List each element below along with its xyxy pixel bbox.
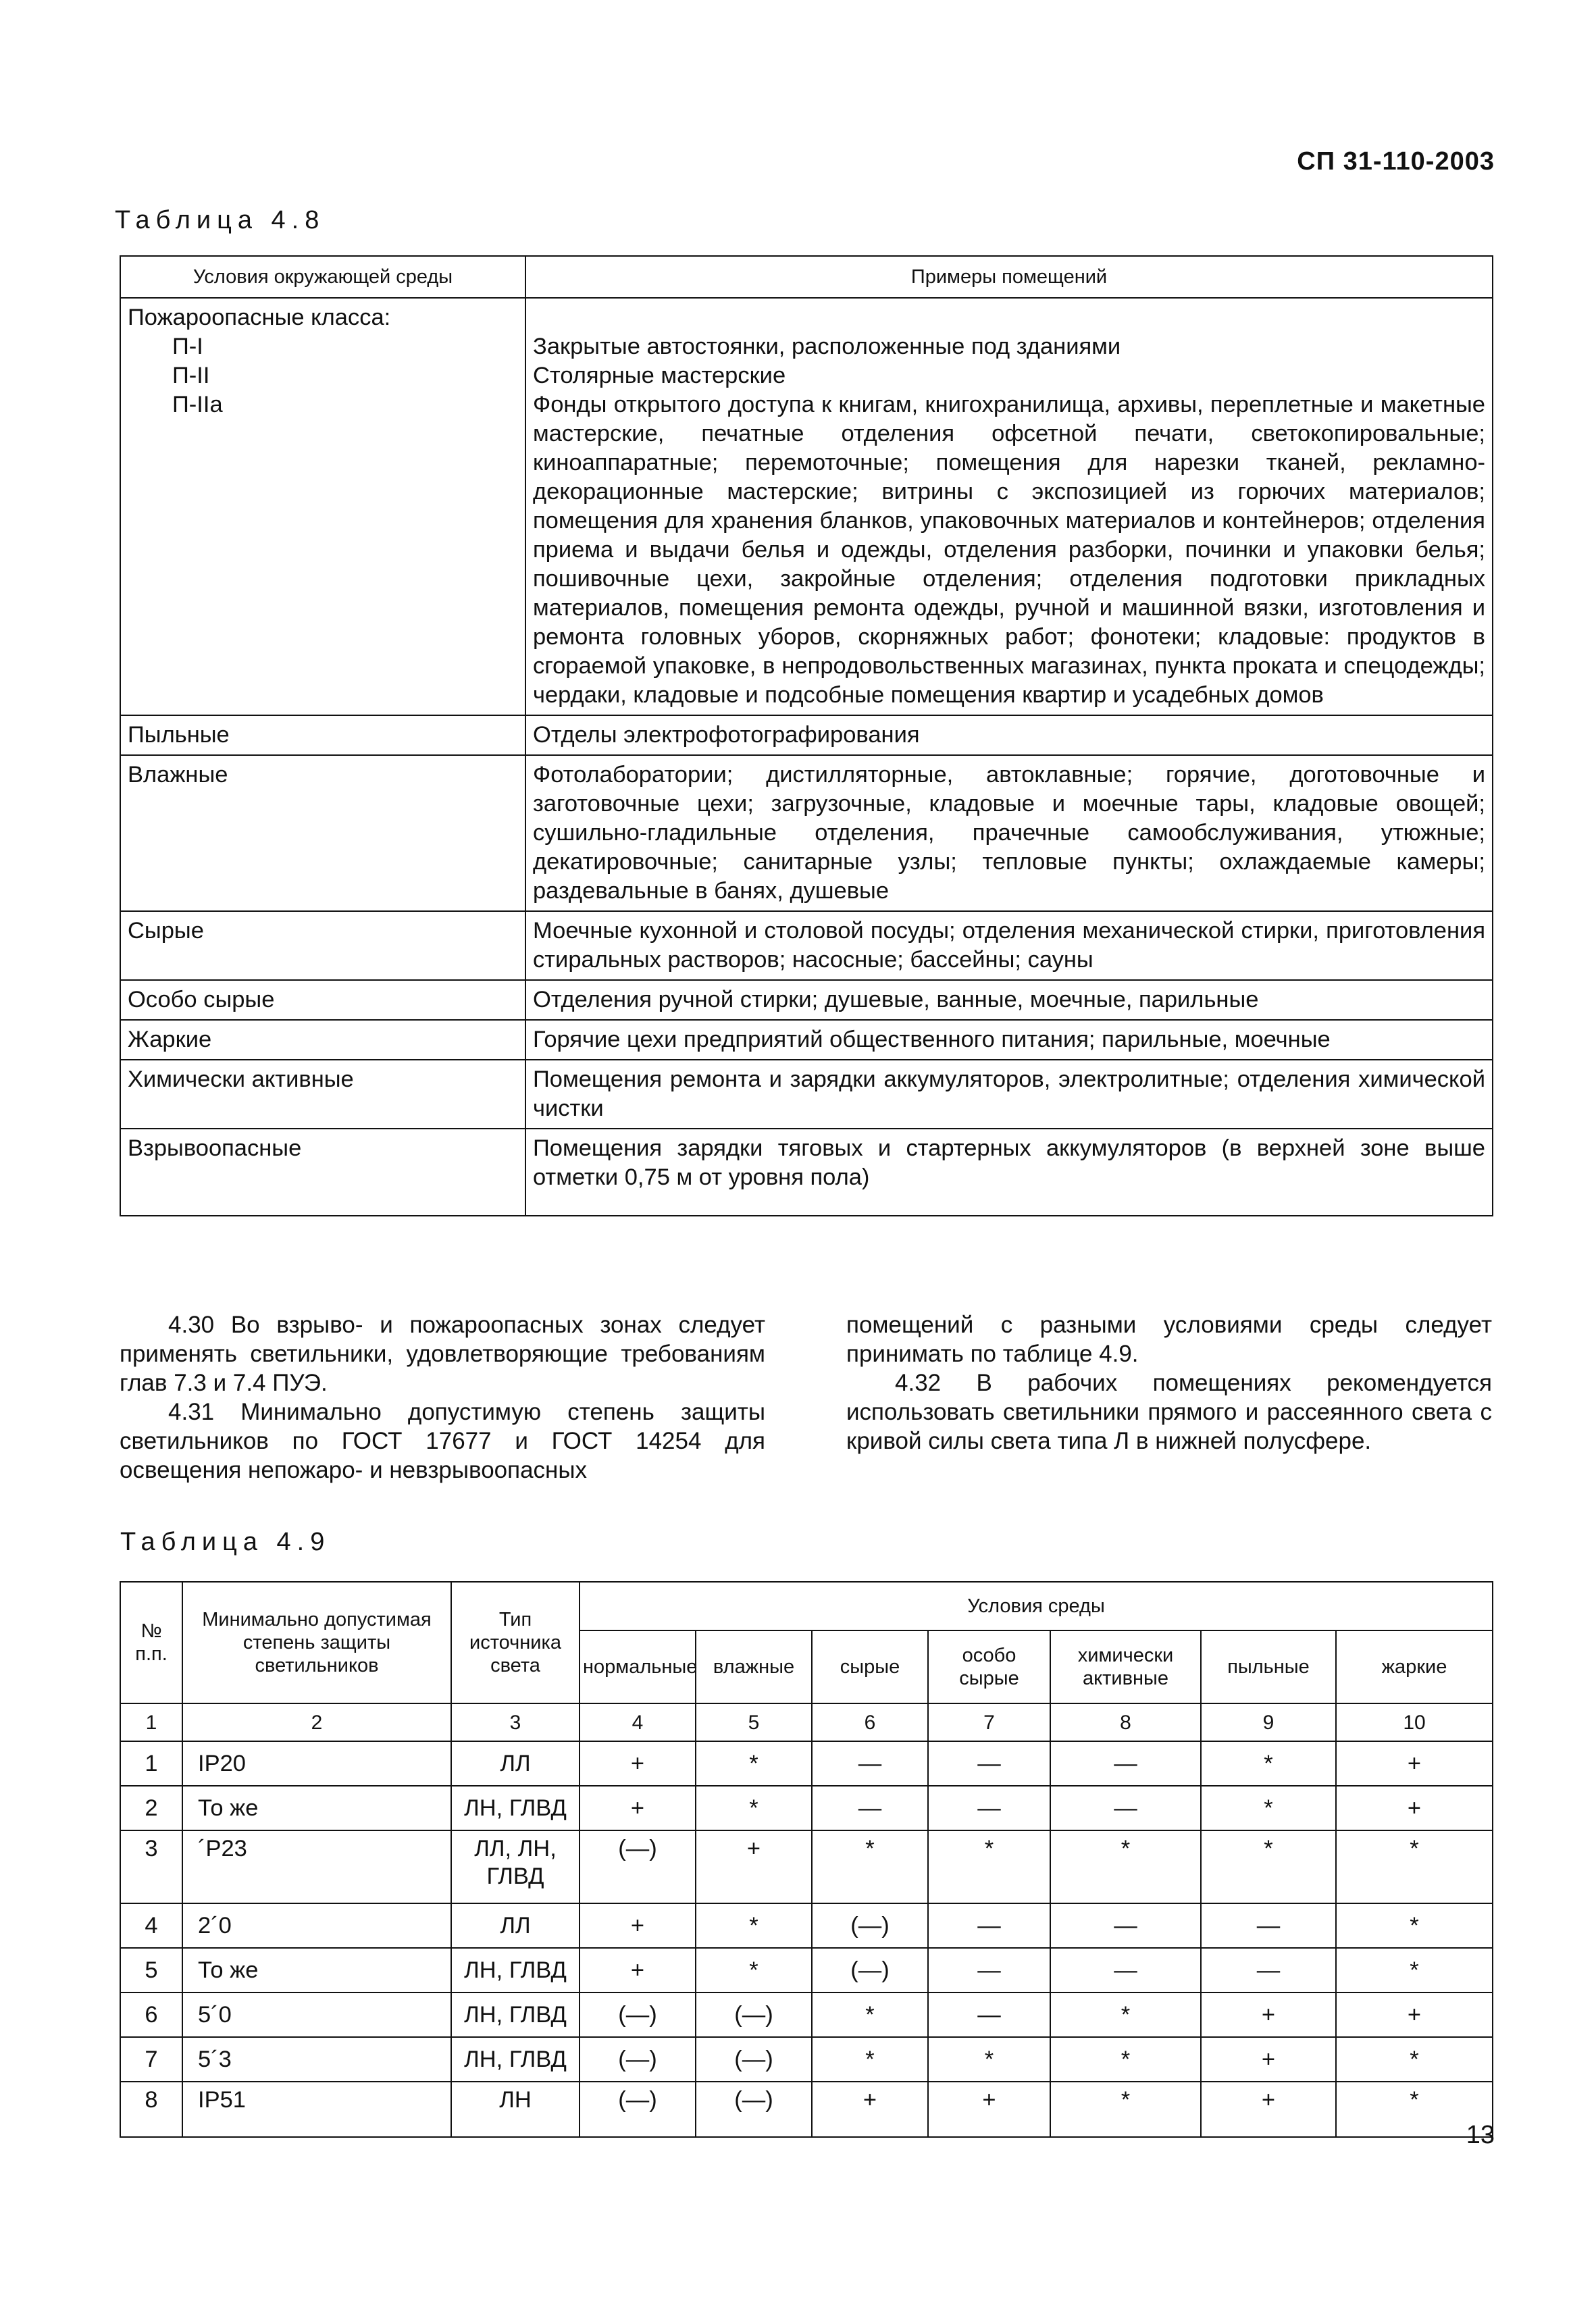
- row-number: 2: [120, 1786, 182, 1830]
- table-header-row: [120, 1582, 1493, 1630]
- page-number: 13: [1466, 2121, 1495, 2149]
- column-number: 6: [812, 1703, 928, 1741]
- examples-cell: Отделения ручной стирки; душевые, ванные, моечные, парильные: [525, 980, 1493, 1020]
- condition-cell: Жаркие: [120, 1020, 525, 1060]
- protection-degree: 2´0: [182, 1903, 451, 1948]
- value-cell: *: [696, 1786, 812, 1830]
- table-row: [120, 755, 1493, 911]
- protection-degree: То же: [182, 1948, 451, 1992]
- value-cell: +: [1201, 2082, 1336, 2137]
- table-4-8-caption: Таблица 4.8: [115, 206, 326, 234]
- paragraph-4-31-continued: помещений с разными условиями среды следует принимать по таблице 4.9.: [846, 1312, 1492, 1367]
- value-cell: *: [1336, 2037, 1493, 2082]
- protection-degree: IP51: [182, 2082, 451, 2137]
- protection-degree: 5´0: [182, 1992, 451, 2037]
- table-header-row: [120, 256, 1493, 298]
- condition-cell: Химически активные: [120, 1060, 525, 1129]
- header-env-dusty: пыльные: [1201, 1630, 1336, 1703]
- value-cell: +: [812, 2082, 928, 2137]
- value-cell: (—): [580, 1830, 696, 1903]
- table-4-9: [120, 1581, 1493, 2138]
- condition-cell: Особо сырые: [120, 980, 525, 1020]
- value-cell: —: [928, 1786, 1050, 1830]
- condition-cell: Взрывоопасные: [120, 1129, 525, 1216]
- value-cell: (—): [812, 1948, 928, 1992]
- value-cell: (—): [580, 1992, 696, 2037]
- value-cell: —: [928, 1903, 1050, 1948]
- light-source: ЛН, ГЛВД: [451, 2037, 580, 2082]
- value-cell: —: [1201, 1903, 1336, 1948]
- protection-degree: То же: [182, 1786, 451, 1830]
- value-cell: —: [928, 1741, 1050, 1786]
- value-cell: (—): [696, 1992, 812, 2037]
- header-environment: Условия среды: [580, 1582, 1493, 1630]
- row-number: 3: [120, 1830, 182, 1903]
- table-row: [120, 1129, 1493, 1216]
- value-cell: *: [928, 2037, 1050, 2082]
- light-source: ЛН, ГЛВД: [451, 1992, 580, 2037]
- value-cell: (—): [580, 2037, 696, 2082]
- table-row: [120, 1020, 1493, 1060]
- table-4-8: [120, 255, 1493, 1216]
- examples-cell: Горячие цехи предприятий общественного питания; парильные, моечные: [525, 1020, 1493, 1060]
- column-number: 1: [120, 1703, 182, 1741]
- value-cell: *: [1050, 1830, 1201, 1903]
- value-cell: —: [1050, 1741, 1201, 1786]
- light-source: ЛЛ: [451, 1741, 580, 1786]
- value-cell: —: [812, 1741, 928, 1786]
- column-number: 8: [1050, 1703, 1201, 1741]
- value-cell: *: [696, 1741, 812, 1786]
- table-row: [120, 2082, 1493, 2137]
- column-number: 3: [451, 1703, 580, 1741]
- table-row: [120, 1830, 1493, 1903]
- value-cell: *: [1336, 1830, 1493, 1903]
- value-cell: +: [580, 1903, 696, 1948]
- row-number: 5: [120, 1948, 182, 1992]
- value-cell: *: [696, 1948, 812, 1992]
- value-cell: (—): [580, 2082, 696, 2137]
- condition-cell: Пыльные: [120, 715, 525, 755]
- column-number: 7: [928, 1703, 1050, 1741]
- class-label-p2a: П-IIa: [172, 392, 223, 417]
- row-number: 4: [120, 1903, 182, 1948]
- examples-p2a: Фонды открытого доступа к книгам, книгохранилища, архивы, переплетные и макетные мастерские, печатные отделения офсетной печати, светокопировальные; киноаппаратные; перемоточные; помещения для нарезки тканей, рекламно-декорационные мастерские; витрины с экспозицией из горючих материалов; помещения для хранения бланков, упаковочных материалов и контейнеров; отделения приема и выдачи белья и одежды, отделения разборки, починки и упаковки белья; пошивочные цехи, закройные отделения; отделения подготовки прикладных материалов, помещения ремонта одежды, ручной и машинной вязки, изготовления и ремонта головных уборов, скорняжных работ; фонотеки; кладовые: продуктов в сгораемой упаковке, в непродовольственных магазинах, пункта проката и спецодежды; чердаки, кладовые и подсобные помещения квартир и усадебных домов: [533, 392, 1485, 708]
- row-number: 8: [120, 2082, 182, 2137]
- value-cell: *: [1336, 1903, 1493, 1948]
- header-light-source: Тип источника света: [451, 1582, 580, 1703]
- value-cell: +: [928, 2082, 1050, 2137]
- value-cell: *: [928, 1830, 1050, 1903]
- value-cell: *: [812, 1992, 928, 2037]
- value-cell: —: [928, 1948, 1050, 1992]
- condition-cell: Влажные: [120, 755, 525, 911]
- column-number: 10: [1336, 1703, 1493, 1741]
- value-cell: *: [1336, 1948, 1493, 1992]
- value-cell: *: [1050, 1992, 1201, 2037]
- column-header-examples: Примеры помещений: [525, 256, 1493, 298]
- class-label-p2: П-II: [172, 363, 210, 388]
- header-env-damp: сырые: [812, 1630, 928, 1703]
- table-row: [120, 1786, 1493, 1830]
- header-env-very-damp: особо сырые: [928, 1630, 1050, 1703]
- header-env-humid: влажные: [696, 1630, 812, 1703]
- value-cell: (—): [696, 2037, 812, 2082]
- examples-cell: Помещения зарядки тяговых и стартерных аккумуляторов (в верхней зоне выше отметки 0,75 м от уровня пола): [525, 1129, 1493, 1216]
- header-env-chemical: химически активные: [1050, 1630, 1201, 1703]
- table-row: [120, 1741, 1493, 1786]
- row-number: 1: [120, 1741, 182, 1786]
- header-env-normal: нормальные: [580, 1630, 696, 1703]
- row-number: 7: [120, 2037, 182, 2082]
- column-header-conditions: Условия окружающей среды: [120, 256, 525, 298]
- value-cell: *: [1201, 1741, 1336, 1786]
- value-cell: +: [1336, 1992, 1493, 2037]
- header-protection-degree: Минимально допустимая степень защиты светильников: [182, 1582, 451, 1703]
- protection-degree: 5´3: [182, 2037, 451, 2082]
- table-row: [120, 1903, 1493, 1948]
- light-source: ЛН: [451, 2082, 580, 2137]
- table-row: [120, 1992, 1493, 2037]
- value-cell: *: [696, 1903, 812, 1948]
- column-number: 2: [182, 1703, 451, 1741]
- body-text: [120, 1310, 1492, 1485]
- value-cell: +: [580, 1786, 696, 1830]
- table-row: [120, 1060, 1493, 1129]
- row-number: 6: [120, 1992, 182, 2037]
- paragraph-4-31: 4.31 Минимально допустимую степень защиты светильников по ГОСТ 17677 и ГОСТ 14254 для освещения непожаро- и невзрывоопасных: [120, 1399, 765, 1483]
- value-cell: —: [1050, 1903, 1201, 1948]
- value-cell: —: [928, 1992, 1050, 2037]
- table-4-9-caption: Таблица 4.9: [120, 1528, 331, 1556]
- value-cell: —: [1050, 1948, 1201, 1992]
- paragraph-4-30: 4.30 Во взрыво- и пожароопасных зонах следует применять светильники, удовлетворяющие требованиям глав 7.3 и 7.4 ПУЭ.: [120, 1312, 765, 1396]
- value-cell: —: [812, 1786, 928, 1830]
- paragraph-4-32: 4.32 В рабочих помещениях рекомендуется использовать светильники прямого и рассеянного света с кривой силы света типа Л в нижней полусфере.: [846, 1370, 1492, 1454]
- value-cell: (—): [696, 2082, 812, 2137]
- header-env-hot: жаркие: [1336, 1630, 1493, 1703]
- value-cell: *: [1201, 1830, 1336, 1903]
- value-cell: +: [1336, 1741, 1493, 1786]
- condition-cell: Сырые: [120, 911, 525, 980]
- value-cell: *: [1336, 2082, 1493, 2137]
- condition-cell: [120, 298, 525, 715]
- value-cell: (—): [812, 1903, 928, 1948]
- value-cell: —: [1050, 1786, 1201, 1830]
- document-code: СП 31-110-2003: [1297, 147, 1495, 176]
- table-row: [120, 1948, 1493, 1992]
- examples-cell: Отделы электрофотографирования: [525, 715, 1493, 755]
- column-number-row: [120, 1703, 1493, 1741]
- value-cell: *: [1050, 2037, 1201, 2082]
- protection-degree: ´P23: [182, 1830, 451, 1903]
- examples-cell: Помещения ремонта и зарядки аккумуляторов, электролитные; отделения химической чистки: [525, 1060, 1493, 1129]
- value-cell: +: [580, 1741, 696, 1786]
- table-row-fire-hazard: [120, 298, 1493, 715]
- value-cell: *: [1201, 1786, 1336, 1830]
- light-source: ЛН, ГЛВД: [451, 1786, 580, 1830]
- value-cell: *: [812, 2037, 928, 2082]
- light-source: ЛЛ: [451, 1903, 580, 1948]
- value-cell: *: [1050, 2082, 1201, 2137]
- column-number: 5: [696, 1703, 812, 1741]
- value-cell: —: [1201, 1948, 1336, 1992]
- value-cell: +: [696, 1830, 812, 1903]
- value-cell: +: [580, 1948, 696, 1992]
- light-source: ЛН, ГЛВД: [451, 1948, 580, 1992]
- fire-group-title: Пожароопасные класса:: [128, 305, 391, 330]
- protection-degree: IP20: [182, 1741, 451, 1786]
- table-row: [120, 980, 1493, 1020]
- class-label-p1: П-I: [172, 334, 203, 359]
- examples-p1: Закрытые автостоянки, расположенные под зданиями: [533, 334, 1121, 359]
- text-column-right: [846, 1310, 1492, 1456]
- examples-p2: Столярные мастерские: [533, 363, 786, 388]
- column-number: 4: [580, 1703, 696, 1741]
- header-number: № п.п.: [120, 1582, 182, 1703]
- table-row: [120, 911, 1493, 980]
- text-column-left: [120, 1310, 765, 1485]
- value-cell: +: [1336, 1786, 1493, 1830]
- value-cell: *: [812, 1830, 928, 1903]
- value-cell: +: [1201, 1992, 1336, 2037]
- table-row: [120, 2037, 1493, 2082]
- examples-cell: [525, 298, 1493, 715]
- column-number: 9: [1201, 1703, 1336, 1741]
- value-cell: +: [1201, 2037, 1336, 2082]
- examples-cell: Моечные кухонной и столовой посуды; отделения механической стирки, приготовления стиральных растворов; насосные; бассейны; сауны: [525, 911, 1493, 980]
- light-source: ЛЛ, ЛН, ГЛВД: [451, 1830, 580, 1903]
- table-row: [120, 715, 1493, 755]
- examples-cell: Фотолаборатории; дистилляторные, автоклавные; горячие, доготовочные и заготовочные цехи; загрузочные, кладовые и моечные тары, кладовые овощей; сушильно-гладильные отделения, прачечные самообслуживания, утюжные; декатировочные; санитарные узлы; тепловые пункты; охлаждаемые камеры; раздевальные в банях, душевые: [525, 755, 1493, 911]
